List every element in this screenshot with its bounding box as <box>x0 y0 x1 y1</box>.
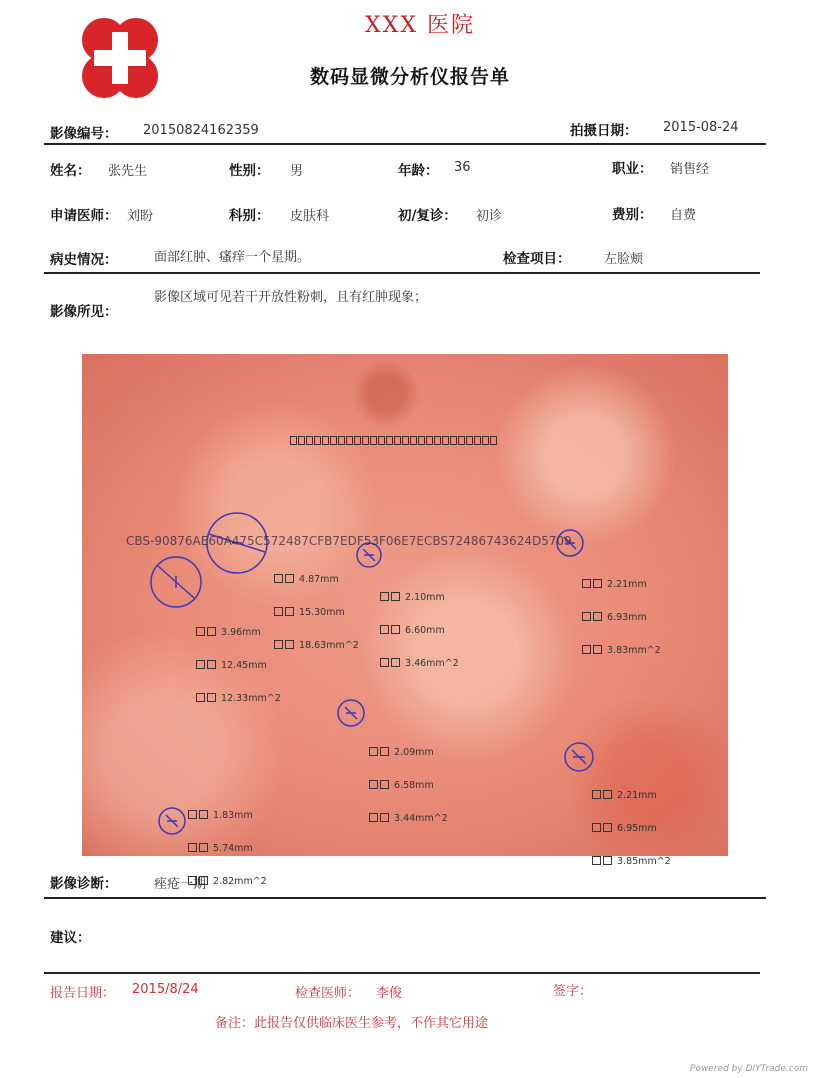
measurement-block: 2.21mm 6.95mm 3.85mm^2 <box>592 768 671 889</box>
name-label: 姓名： <box>50 163 91 179</box>
patient-age: 36 <box>454 160 471 175</box>
footer-note: 备注：此报告仅供临床医生参考，不作其它用途 <box>215 1016 489 1031</box>
watermark: Powered by DIYTrade.com <box>690 1064 808 1074</box>
patient-sex: 男 <box>290 164 304 179</box>
report-date: 2015/8/24 <box>132 982 199 997</box>
measurement-block: 2.10mm 6.60mm 3.46mm^2 <box>380 570 459 691</box>
visit-type: 初诊 <box>476 209 503 224</box>
hospital-name: XXX 医院 <box>365 13 475 38</box>
image-no-label: 影像编号： <box>50 126 118 142</box>
diagnosis-label: 影像诊断： <box>50 876 118 892</box>
measurement-block: 3.96mm 12.45mm 12.33mm^2 <box>196 605 281 726</box>
measurement-block: 2.21mm 6.93mm 3.83mm^2 <box>582 557 661 678</box>
doctor-label: 申请医师： <box>50 208 118 224</box>
dept: 皮肤科 <box>290 209 330 224</box>
fee-type: 自费 <box>670 208 697 223</box>
advice-label: 建议： <box>50 930 91 946</box>
exam-doctor: 李俊 <box>376 986 403 1001</box>
history-value: 面部红肿、瘙痒一个星期。 <box>154 250 311 265</box>
overlay-id: CBS-90876AE60A475C572487CFB7EDF53F06E7ECBS72486743624D5709 <box>126 534 572 548</box>
image-no: 20150824162359 <box>143 123 259 138</box>
patient-job: 销售经 <box>670 162 710 177</box>
findings-value: 影像区域可见若干开放性粉刺，且有红肿现象； <box>154 290 428 305</box>
measurement-block: 1.83mm 5.74mm 2.82mm^2 <box>188 788 267 909</box>
exam-item-label: 检查项目： <box>503 251 571 267</box>
divider <box>44 272 760 274</box>
age-label: 年龄： <box>398 163 439 179</box>
sex-label: 性别： <box>229 163 270 179</box>
divider <box>44 972 760 974</box>
dept-label: 科别： <box>229 208 270 224</box>
overlay-boxes <box>290 430 498 449</box>
shoot-date: 2015-08-24 <box>663 120 739 135</box>
exam-doctor-label: 检查医师： <box>295 986 361 1001</box>
divider <box>44 143 766 145</box>
sign-label: 签字： <box>553 984 593 999</box>
shoot-date-label: 拍摄日期： <box>570 123 638 139</box>
report-date-label: 报告日期： <box>50 986 116 1001</box>
patient-name: 张先生 <box>108 164 148 179</box>
measurement-block: 4.87mm 15.30mm 18.63mm^2 <box>274 552 359 673</box>
divider <box>44 897 766 899</box>
fee-label: 费别： <box>612 207 653 223</box>
visit-label: 初/复诊： <box>398 208 457 224</box>
doctor-name: 刘盼 <box>127 209 154 224</box>
history-label: 病史情况： <box>50 252 118 268</box>
report-title: 数码显微分析仪报告单 <box>309 66 510 88</box>
findings-label: 影像所见： <box>50 304 118 320</box>
diagnosis-value: 痤疮一期 <box>154 877 207 892</box>
measurement-block: 2.09mm 6.58mm 3.44mm^2 <box>369 725 448 846</box>
job-label: 职业： <box>612 161 653 177</box>
exam-item: 左脸颊 <box>604 252 644 267</box>
